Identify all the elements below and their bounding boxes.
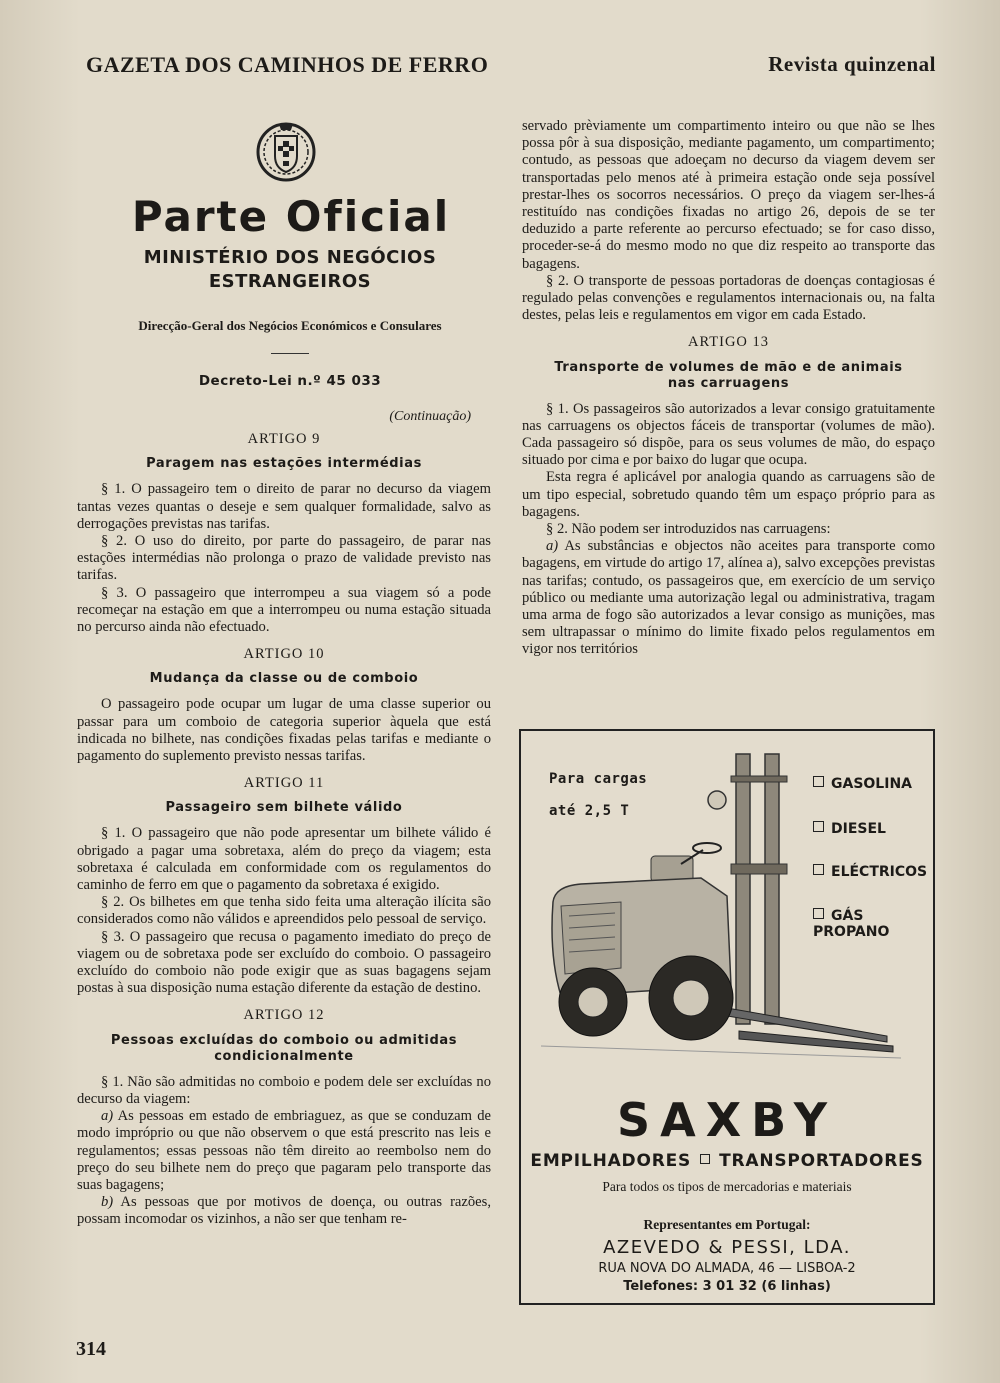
article-9-heading: Paragem nas estações intermédias	[146, 456, 422, 472]
feature-label: GASOLINA	[831, 776, 912, 792]
article-12-heading-line2: condicionalmente	[214, 1048, 354, 1064]
article-12-heading	[77, 1033, 491, 1065]
representative-address: RUA NOVA DO ALMADA, 46 — LISBOA-2	[598, 1261, 856, 1276]
article-11-heading: Passageiro sem bilhete válido	[165, 800, 403, 816]
continuation-note: (Continuação)	[389, 409, 471, 424]
article-13-p4-text: As substâncias e objectos não aceites para transporte como bagagens, em virtude do artigo 17, alínea a), salvo excepções previstas nas tarifas; contudo, os passageiros que, em exercício de um serviço público ou mediante uma autorização legal ou administrativa, tragam uma arma de fogo são autorizados a levar consigo as munições, mas sem ultrapassar o mínimo do limite fixado pelos regulamentos em vigor nos territórios	[522, 538, 935, 658]
article-12-p1: § 1. Não são admitidas no comboio e podem dele ser excluídas no decurso da viagem:	[77, 1073, 491, 1107]
article-11-p2: § 2. Os bilhetes em que tenha sido feita uma alteração ilícita são considerados como não válidos e apreendidos pelo pessoal de serviço.	[77, 894, 491, 928]
brand-name: SAXBY	[616, 1093, 838, 1147]
representative-phone: Telefones: 3 01 32 (6 linhas)	[623, 1279, 831, 1294]
article-12-p3-text: As pessoas que por motivos de doença, ou outras razões, possam incomodar os vizinhos, a não ser que tenham re-	[77, 1194, 491, 1228]
portuguese-coat-of-arms-icon	[255, 118, 317, 184]
page-number: 314	[76, 1338, 106, 1360]
article-13-heading	[522, 360, 935, 392]
product-empilhadores: EMPILHADORES	[530, 1151, 692, 1171]
article-10-heading: Mudança da classe ou de comboio	[149, 671, 419, 687]
article-12-p3	[77, 1194, 491, 1228]
right-column	[522, 118, 935, 659]
feature-label: ELÉCTRICOS	[831, 864, 928, 880]
continued-paragraph: servado prèviamente um compartimento inteiro ou que não se lhes possa pôr à sua disposição, mediante pagamento, um compartimento; contudo, as pessoas que adoeçam no decurso da viagem devem ser transportadas pelo menos até à primeira estação onde seja possível prestar-lhes os socorros necessários. O preço da viagem ser-lhes-á restituído nas condições fixadas no artigo 26, depois de se ter deduzido a parte referente ao percurso efectuado; se for caso disso, proceder-se-á do mesmo modo no que diz respeito ao transporte das bagagens.	[522, 118, 935, 272]
article-9-label: ARTIGO 9	[247, 431, 321, 448]
article-13-p1: § 1. Os passageiros são autorizados a levar consigo gratuitamente nas carruagens os objectos fáceis de transportar (volumes de mão). Cada passageiro só dispõe, para os seus volumes de mão, do espaço situado por cima e por baixo do lugar que ocupa.	[522, 400, 935, 469]
article-10-label: ARTIGO 10	[243, 646, 325, 663]
article-12-p2-marker: a)	[101, 1108, 114, 1125]
article-10-p1: O passageiro pode ocupar um lugar de uma classe superior ou passar para um comboio de categoria superior àquela que está indicada no bilhete, nas condições fixadas pelas tarifas e mediante o pagamento do suplemento previsto nessas tarifas.	[77, 696, 491, 765]
feature-label: DIESEL	[831, 821, 886, 837]
journal-title: GAZETA DOS CAMINHOS DE FERRO	[86, 52, 489, 77]
article-13-p2: Esta regra é aplicável por analogia quando as carruagens são de um tipo especial, sobretudo quando têm um espaço próprio para as bagagens.	[522, 469, 935, 520]
article-12-p2	[77, 1108, 491, 1194]
product-transportadores: TRANSPORTADORES	[719, 1151, 924, 1171]
bullet-square-icon	[700, 1154, 710, 1164]
journal-subtitle: Revista quinzenal	[768, 52, 936, 76]
article-12-p2-text: As pessoas em estado de embriaguez, as que se conduzam de modo impróprio ou que não observem o que está prescrito nas leis e regulamentos; essas pessoas não têm direito ao reembolso nem do preço do seu bilhete nem do preço que pagaram pelo transporte das suas bagagens;	[77, 1108, 491, 1193]
article-9-p1: § 1. O passageiro tem o direito de parar no decurso da viagem tantas vezes quantas o deseje e sem qualquer formalidade, salvo as derrogações previstas nas tarifas.	[77, 481, 491, 532]
saxby-advertisement	[519, 729, 935, 1305]
article-9-p2: § 2. O uso do direito, por parte do passageiro, de parar nas estações intermédias não prolonga o prazo de validade previsto nas tarifas.	[77, 533, 491, 584]
article-13-heading-line2: nas carruagens	[667, 375, 790, 391]
ministry-line2: ESTRANGEIROS	[208, 271, 372, 292]
article-9-p3: § 3. O passageiro que interrompeu a sua viagem só a pode recomeçar na estação em que a interrompeu ou numa estação situada no percurso ainda não efectuado.	[77, 584, 491, 636]
cargo-line2: até 2,5 T	[549, 803, 630, 819]
article-12-label: ARTIGO 12	[243, 1007, 325, 1024]
brand-subtitle	[521, 1151, 933, 1171]
article-13-label: ARTIGO 13	[687, 334, 770, 351]
ministry-line1: MINISTÉRIO DOS NEGÓCIOS	[143, 247, 437, 268]
representatives-label: Representantes em Portugal:	[643, 1217, 811, 1232]
article-12-heading-line1: Pessoas excluídas do comboio ou admitidas	[110, 1032, 458, 1048]
representative-name: AZEVEDO & PESSI, LDA.	[603, 1237, 851, 1258]
feature-label: GÁS PROPANO	[813, 908, 890, 940]
directorate-heading: Direcção-Geral dos Negócios Económicos e Consulares	[138, 318, 442, 333]
section-title: Parte Oficial	[131, 192, 451, 241]
forklift-illustration	[541, 746, 913, 1076]
ad-tagline: Para todos os tipos de mercadorias e materiais	[602, 1179, 852, 1194]
decree-heading: Decreto-Lei n.º 45 033	[198, 373, 382, 389]
article-11-label: ARTIGO 11	[243, 775, 325, 792]
article-11-p1: § 1. O passageiro que não pode apresentar um bilhete válido é obrigado a pagar uma sobretaxa, além do preço da viagem; esta sobretaxa é calculada em conformidade com os regulamentos do caminho de ferro em que o pagamento da sobretaxa é exigido.	[77, 825, 491, 894]
article-13-heading-line1: Transporte de volumes de mão e de animais	[554, 359, 903, 375]
divider	[271, 353, 309, 354]
article-13-p4-marker: a)	[546, 538, 559, 555]
article-12-p3-marker: b)	[101, 1194, 114, 1211]
article-13-p4	[522, 538, 935, 658]
article-11-p3: § 3. O passageiro que recusa o pagamento imediato do preço de viagem ou de sobretaxa pode ser excluído do comboio. O passageiro excluído do comboio não pode exigir que as suas bagagens sejam postas à sua disposição numa estação diferente da estação de destino.	[77, 928, 491, 997]
left-column	[77, 408, 491, 1229]
ministry-heading	[90, 246, 490, 294]
article-12-section-2: § 2. O transporte de pessoas portadoras de doenças contagiosas é regulado pelas convenções e regulamentos internacionais ou, na falta destes, pelas leis e regulamentos em vigor em cada Estado.	[522, 272, 935, 324]
cargo-line1: Para cargas	[549, 771, 648, 787]
article-13-p3: § 2. Não podem ser introduzidos nas carruagens:	[546, 521, 831, 538]
